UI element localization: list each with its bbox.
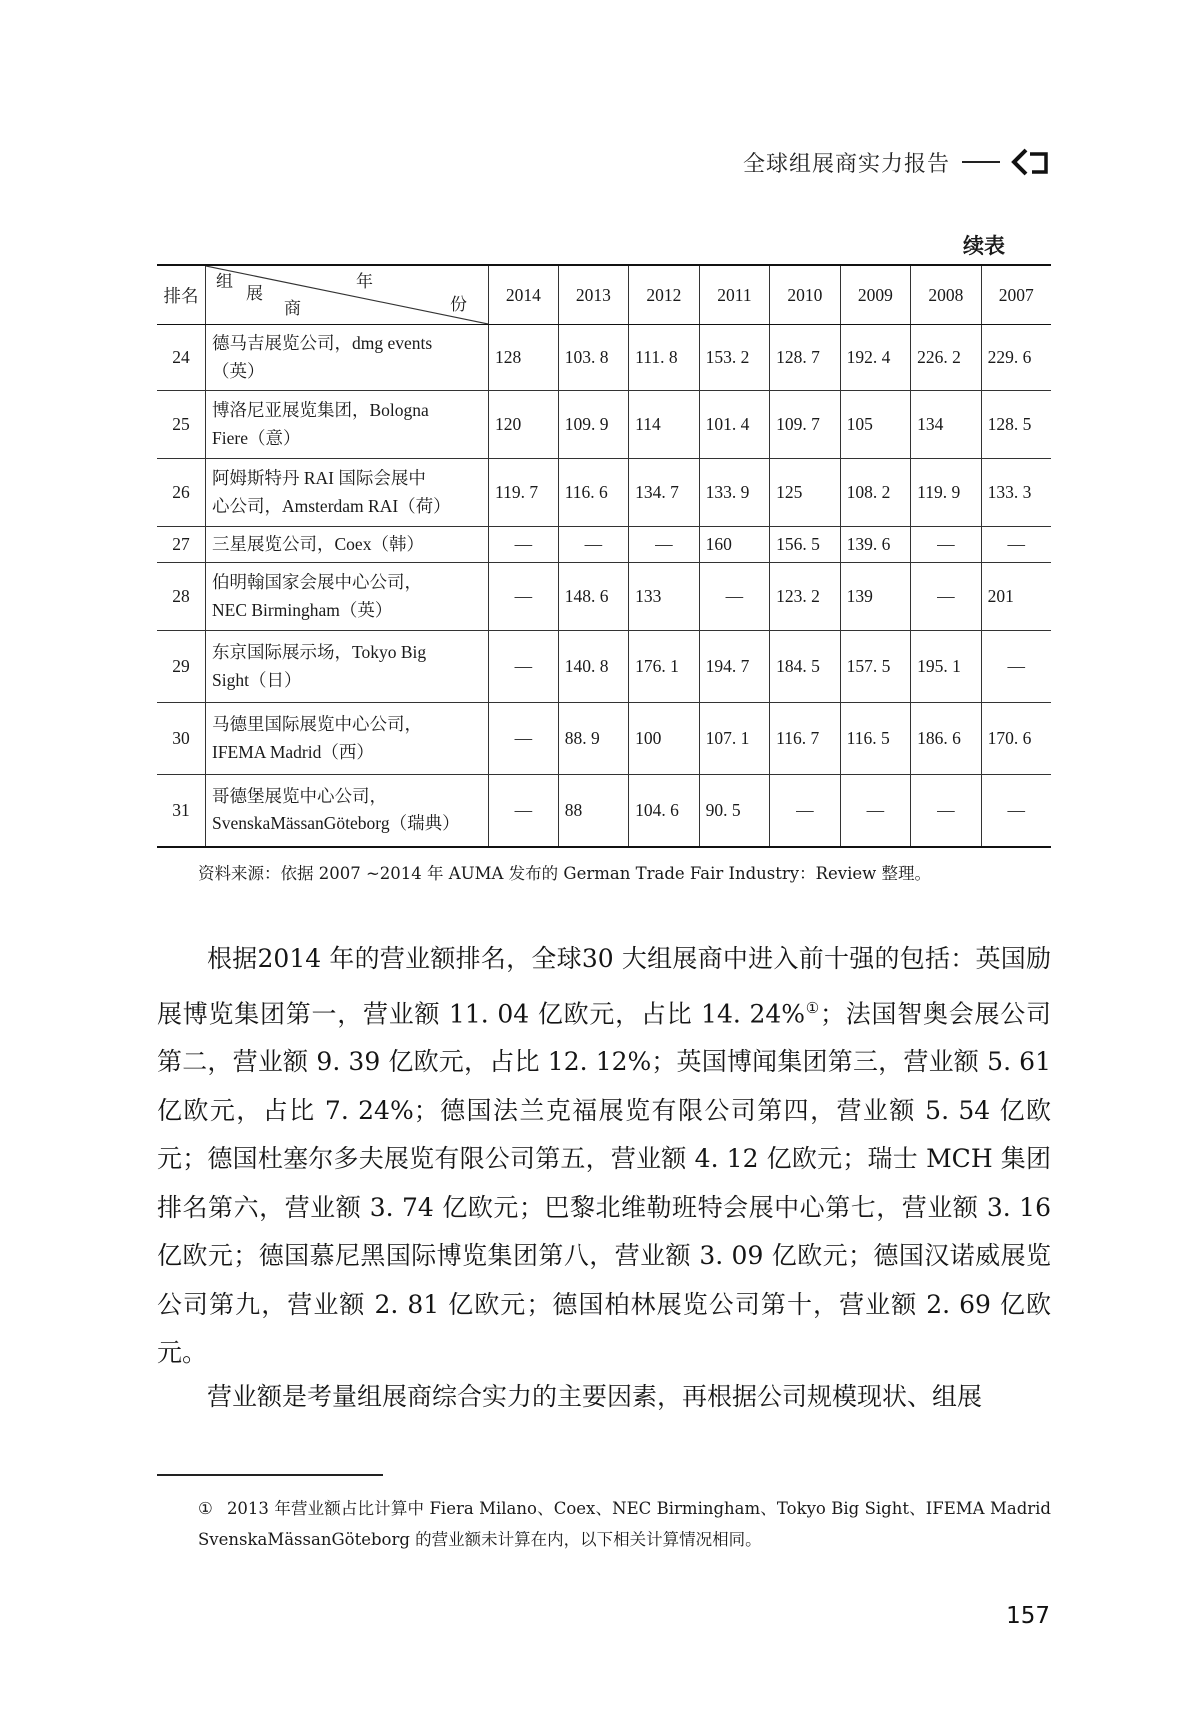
value-cell: 128 bbox=[489, 325, 559, 391]
year-header: 2011 bbox=[699, 265, 769, 325]
value-cell: 176. 1 bbox=[629, 631, 699, 703]
table-header-row bbox=[157, 265, 1051, 325]
value-cell: 157. 5 bbox=[840, 631, 910, 703]
value-cell: 128. 7 bbox=[770, 325, 840, 391]
value-cell: 116. 5 bbox=[840, 703, 910, 775]
value-cell: 119. 9 bbox=[911, 459, 981, 527]
diagonal-header-cell bbox=[206, 265, 489, 325]
rank-cell: 28 bbox=[157, 563, 206, 631]
year-header: 2009 bbox=[840, 265, 910, 325]
year-header: 2007 bbox=[981, 265, 1051, 325]
organizer-name-line1: 德马吉展览公司，dmg events bbox=[212, 333, 433, 354]
value-cell: 134 bbox=[911, 391, 981, 459]
organizer-name-cell bbox=[206, 631, 489, 703]
organizer-name-line2: NEC Birmingham（英） bbox=[212, 599, 393, 620]
organizer-name-line1: 博洛尼亚展览集团，Bologna bbox=[212, 400, 429, 421]
value-cell: 140. 8 bbox=[558, 631, 628, 703]
value-cell: 109. 7 bbox=[770, 391, 840, 459]
value-cell: 104. 6 bbox=[629, 775, 699, 847]
rank-cell: 25 bbox=[157, 391, 206, 459]
year-header: 2013 bbox=[558, 265, 628, 325]
value-cell: 148. 6 bbox=[558, 563, 628, 631]
organizer-name-line1: 哥德堡展览中心公司， bbox=[212, 786, 387, 807]
value-cell: 170. 6 bbox=[981, 703, 1051, 775]
value-cell: 100 bbox=[629, 703, 699, 775]
footnote-text: 2013 年营业额占比计算中 Fiera Milano、Coex、NEC Birmingham、Tokyo Big Sight、IFEMA Madrid SvenskaMässanGöteborg 的营业额未计算在内，以下相关计算情况相同。 bbox=[198, 1499, 1051, 1549]
rank-cell: 27 bbox=[157, 527, 206, 563]
organizer-name-line1: 伯明翰国家会展中心公司， bbox=[212, 572, 422, 593]
value-cell: 116. 7 bbox=[770, 703, 840, 775]
value-cell: 119. 7 bbox=[489, 459, 559, 527]
value-cell: 139. 6 bbox=[840, 527, 910, 563]
value-cell: — bbox=[911, 563, 981, 631]
table-row bbox=[157, 703, 1051, 775]
value-cell: — bbox=[489, 527, 559, 563]
organizer-name-line2: （英） bbox=[212, 360, 265, 381]
value-cell: — bbox=[770, 775, 840, 847]
value-cell: 120 bbox=[489, 391, 559, 459]
rank-cell: 29 bbox=[157, 631, 206, 703]
table-continued-label: 续表 bbox=[963, 233, 1005, 258]
year-header: 2012 bbox=[629, 265, 699, 325]
rank-cell: 24 bbox=[157, 325, 206, 391]
publisher-logo-icon bbox=[1010, 146, 1050, 178]
value-cell: 195. 1 bbox=[911, 631, 981, 703]
footnote-reference: ① bbox=[805, 998, 821, 1017]
organizer-name-cell bbox=[206, 563, 489, 631]
body-paragraph-2: 营业额是考量组展商综合实力的主要因素，再根据公司规模现状、组展 bbox=[207, 1382, 983, 1411]
value-cell: 133. 3 bbox=[981, 459, 1051, 527]
organizer-name-cell bbox=[206, 703, 489, 775]
organizer-name-cell bbox=[206, 325, 489, 391]
organizer-name-line2: Fiere（意） bbox=[212, 427, 301, 448]
organizer-name-line1: 马德里国际展览中心公司， bbox=[212, 714, 422, 735]
value-cell: 114 bbox=[629, 391, 699, 459]
table-row bbox=[157, 775, 1051, 847]
table-row bbox=[157, 563, 1051, 631]
organizer-name-line1: 东京国际展示场，Tokyo Big bbox=[212, 642, 427, 663]
organizer-name-line1: 阿姆斯特丹 RAI 国际会展中 bbox=[212, 468, 426, 489]
value-cell: — bbox=[489, 775, 559, 847]
value-cell: — bbox=[840, 775, 910, 847]
organizer-name-line1: 三星展览公司，Coex（韩） bbox=[212, 533, 424, 554]
value-cell: — bbox=[629, 527, 699, 563]
value-cell: 133 bbox=[629, 563, 699, 631]
value-cell: — bbox=[981, 775, 1051, 847]
rank-cell: 30 bbox=[157, 703, 206, 775]
value-cell: 192. 4 bbox=[840, 325, 910, 391]
year-header: 2010 bbox=[770, 265, 840, 325]
value-cell: 123. 2 bbox=[770, 563, 840, 631]
value-cell: 160 bbox=[699, 527, 769, 563]
diag-label-organizer-1: 组 bbox=[216, 272, 233, 291]
value-cell: — bbox=[911, 775, 981, 847]
page-number: 157 bbox=[1006, 1603, 1050, 1629]
table-source-note: 资料来源：依据 2007 ~2014 年 AUMA 发布的 German Trade Fair Industry：Review 整理。 bbox=[198, 864, 932, 883]
value-cell: 107. 1 bbox=[699, 703, 769, 775]
value-cell: 125 bbox=[770, 459, 840, 527]
value-cell: 153. 2 bbox=[699, 325, 769, 391]
table-row bbox=[157, 325, 1051, 391]
value-cell: 109. 9 bbox=[558, 391, 628, 459]
organizer-name-cell bbox=[206, 775, 489, 847]
value-cell: 101. 4 bbox=[699, 391, 769, 459]
footnote-divider bbox=[157, 1474, 383, 1476]
value-cell: 133. 9 bbox=[699, 459, 769, 527]
value-cell: 156. 5 bbox=[770, 527, 840, 563]
value-cell: — bbox=[981, 527, 1051, 563]
value-cell: 184. 5 bbox=[770, 631, 840, 703]
value-cell: 103. 8 bbox=[558, 325, 628, 391]
organizer-name-cell bbox=[206, 527, 489, 563]
footnote-mark: ① bbox=[198, 1499, 213, 1518]
value-cell: 128. 5 bbox=[981, 391, 1051, 459]
table-row bbox=[157, 631, 1051, 703]
value-cell: 194. 7 bbox=[699, 631, 769, 703]
organizer-revenue-table bbox=[157, 264, 1051, 848]
year-header: 2008 bbox=[911, 265, 981, 325]
value-cell: 229. 6 bbox=[981, 325, 1051, 391]
footnote bbox=[198, 1493, 1051, 1555]
value-cell: — bbox=[489, 563, 559, 631]
organizer-name-line2: IFEMA Madrid（西） bbox=[212, 741, 374, 762]
organizer-name-line2: SvenskaMässanGöteborg（瑞典） bbox=[212, 813, 460, 834]
table-row bbox=[157, 391, 1051, 459]
value-cell: 139 bbox=[840, 563, 910, 631]
value-cell: — bbox=[911, 527, 981, 563]
table-row bbox=[157, 459, 1051, 527]
diag-label-year-2: 份 bbox=[450, 295, 467, 314]
diag-label-year-1: 年 bbox=[356, 272, 373, 291]
value-cell: 116. 6 bbox=[558, 459, 628, 527]
value-cell: 201 bbox=[981, 563, 1051, 631]
paragraph-1-text-a: 根据2014 年的营业额排名，全球30 大组展商中进入前十强的包括：英国励展博览集团第一，营业额 11. 04 亿欧元，占比 14. 24% bbox=[157, 944, 1051, 1028]
value-cell: — bbox=[981, 631, 1051, 703]
organizer-name-line2: Sight（日） bbox=[212, 669, 302, 690]
value-cell: — bbox=[489, 703, 559, 775]
rank-header: 排名 bbox=[157, 265, 206, 325]
year-header: 2014 bbox=[489, 265, 559, 325]
value-cell: 88 bbox=[558, 775, 628, 847]
body-paragraph-1 bbox=[157, 935, 1051, 1378]
header-rule bbox=[962, 161, 1000, 163]
running-header bbox=[743, 146, 1050, 178]
rank-cell: 31 bbox=[157, 775, 206, 847]
table-row bbox=[157, 527, 1051, 563]
value-cell: — bbox=[558, 527, 628, 563]
diag-label-organizer-2: 展 bbox=[246, 284, 263, 303]
value-cell: — bbox=[489, 631, 559, 703]
value-cell: 88. 9 bbox=[558, 703, 628, 775]
organizer-name-cell bbox=[206, 459, 489, 527]
value-cell: 134. 7 bbox=[629, 459, 699, 527]
organizer-name-line2: 心公司，Amsterdam RAI（荷） bbox=[212, 495, 451, 516]
rank-cell: 26 bbox=[157, 459, 206, 527]
value-cell: 108. 2 bbox=[840, 459, 910, 527]
value-cell: 111. 8 bbox=[629, 325, 699, 391]
value-cell: — bbox=[699, 563, 769, 631]
paragraph-1-text-b: ；法国智奥会展公司第二，营业额 9. 39 亿欧元，占比 12. 12%；英国博闻集团第三，营业额 5. 61 亿欧元，占比 7. 24%；德国法兰克福展览有限公司第四，营业额 5. 54 亿欧元；德国杜塞尔多夫展览有限公司第五，营业额 4. 12 亿欧元；瑞士 MCH 集团排名第六，营业额 3. 74 亿欧元；巴黎北维勒班特会展中心第七，营业额 3. 16 亿欧元；德国慕尼黑国际博览集团第八，营业额 3. 09 亿欧元；德国汉诺威展览公司第九，营业额 2. 81 亿欧元；德国柏林展览公司第十，营业额 2. 69 亿欧元。 bbox=[157, 998, 1051, 1368]
value-cell: 186. 6 bbox=[911, 703, 981, 775]
running-title: 全球组展商实力报告 bbox=[742, 151, 950, 177]
diag-label-organizer-3: 商 bbox=[284, 299, 301, 318]
value-cell: 226. 2 bbox=[911, 325, 981, 391]
value-cell: 90. 5 bbox=[699, 775, 769, 847]
value-cell: 105 bbox=[840, 391, 910, 459]
organizer-name-cell bbox=[206, 391, 489, 459]
